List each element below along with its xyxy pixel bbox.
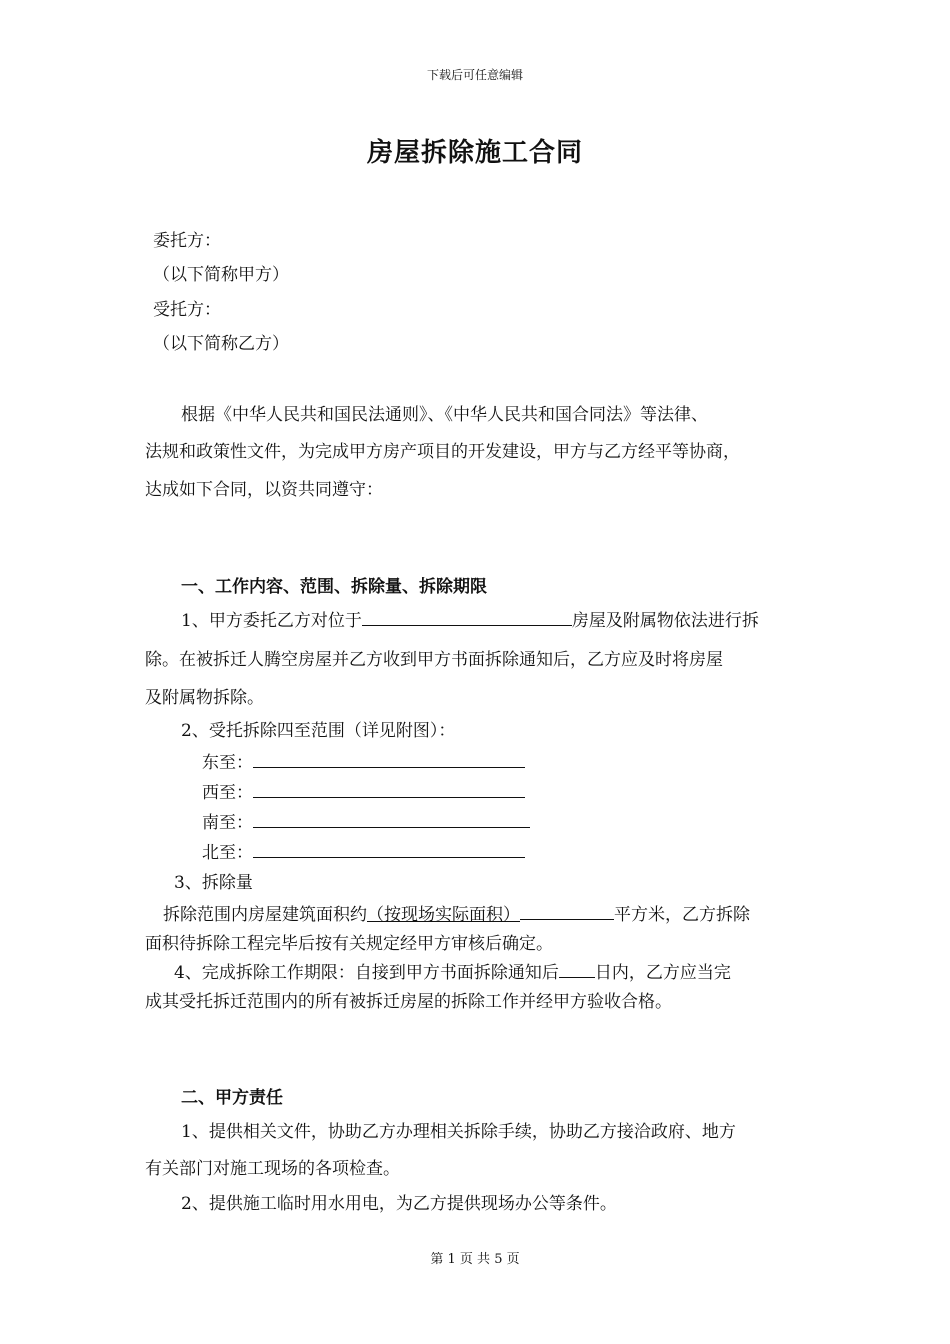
item-1-line-3: 及附属物拆除。 [145,688,264,708]
boundary-west [202,778,525,803]
south-label: 南至： [202,813,253,833]
preamble-line-1: 根据《中华人民共和国民法通则》、《中华人民共和国合同法》等法律、 [181,405,708,425]
boundary-east [202,748,525,773]
west-blank[interactable] [253,781,525,798]
section-2-item-1-line-2: 有关部门对施工现场的各项检查。 [145,1159,400,1179]
section-2-heading: 二、甲方责任 [181,1088,283,1108]
area-blank[interactable] [520,903,614,920]
item-3-area [163,900,750,925]
boundary-north [202,838,525,863]
days-blank[interactable] [559,961,595,978]
preamble-line-2: 法规和政策性文件，为完成甲方房产项目的开发建设，甲方与乙方经平等协商， [145,442,740,462]
item-3-underlined: （按现场实际面积） [367,905,520,925]
item-3-prefix: 拆除范围内房屋建筑面积约 [163,905,367,925]
item-1-suffix: 房屋及附属物依法进行拆 [571,611,759,631]
boundary-south [202,808,530,833]
document-title: 房屋拆除施工合同 [366,138,583,168]
item-1-line-2: 除。在被拆迁人腾空房屋并乙方收到甲方书面拆除通知后，乙方应及时将房屋 [145,650,723,670]
section-2-item-2: 2、提供施工临时用水用电，为乙方提供现场办公等条件。 [181,1194,617,1214]
client-label: 委托方： [153,231,221,251]
north-label: 北至： [202,843,253,863]
section-1-item-1 [181,606,759,631]
location-blank[interactable] [362,609,572,626]
contractor-label: 受托方： [153,300,221,320]
item-3-suffix: 平方米，乙方拆除 [614,905,750,925]
item-4-prefix: 4、完成拆除工作期限：自接到甲方书面拆除通知后 [174,963,559,983]
section-1-item-2: 2、受托拆除四至范围（详见附图）： [181,721,456,741]
item-4-line-2: 成其受托拆迁范围内的所有被拆迁房屋的拆除工作并经甲方验收合格。 [145,992,672,1012]
page-footer: 第 1 页 共 5 页 [430,1252,520,1267]
east-label: 东至： [202,753,253,773]
preamble-line-3: 达成如下合同，以资共同遵守： [145,480,383,500]
contractor-alias: （以下简称乙方） [153,334,289,354]
item-1-prefix: 1、甲方委托乙方对位于 [181,611,362,631]
header-note: 下载后可任意编辑 [426,68,523,82]
section-1-item-4 [174,958,731,983]
south-blank[interactable] [253,811,530,828]
north-blank[interactable] [253,841,525,858]
section-1-item-3: 3、拆除量 [174,873,253,893]
east-blank[interactable] [253,751,525,768]
item-3-line-2: 面积待拆除工程完毕后按有关规定经甲方审核后确定。 [145,934,553,954]
section-1-heading: 一、工作内容、范围、拆除量、拆除期限 [181,577,487,597]
west-label: 西至： [202,783,253,803]
client-alias: （以下简称甲方） [153,265,289,285]
section-2-item-1-line-1: 1、提供相关文件，协助乙方办理相关拆除手续，协助乙方接洽政府、地方 [181,1122,736,1142]
item-4-suffix: 日内，乙方应当完 [594,963,731,983]
